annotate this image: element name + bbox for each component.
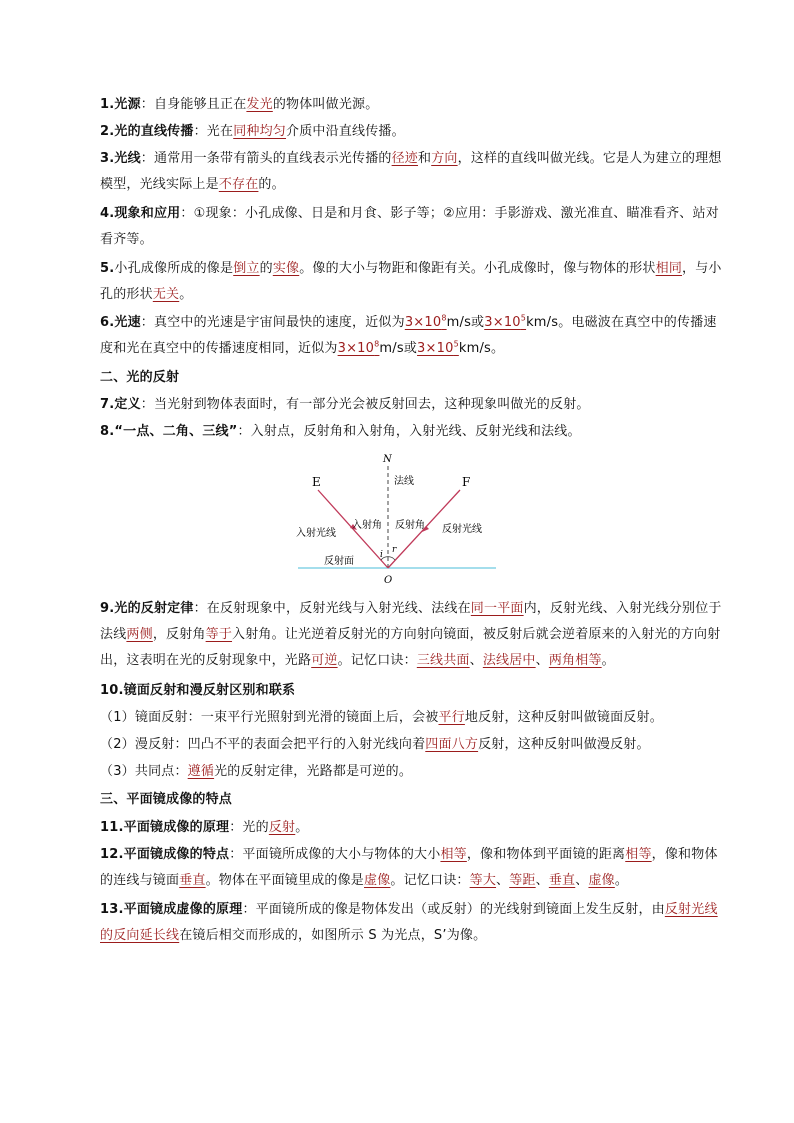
keyword: 平行 bbox=[438, 710, 465, 725]
text: ：光在 bbox=[193, 124, 234, 139]
text: 。 bbox=[179, 287, 193, 302]
text: 、 bbox=[575, 873, 589, 888]
keyword: 倒立 bbox=[233, 261, 260, 276]
exponent: 8 bbox=[374, 339, 380, 349]
text: ：平面镜所成像的大小与物体的大小 bbox=[229, 847, 441, 862]
text: 、 bbox=[535, 873, 549, 888]
number: 3×10 bbox=[484, 315, 521, 330]
text: 、 bbox=[535, 653, 549, 668]
text: 、 bbox=[469, 653, 483, 668]
text: 。 bbox=[614, 873, 629, 888]
para-4 bbox=[100, 201, 726, 253]
text: ：真空中的光速是宇宙间最快的速度，近似为 bbox=[140, 315, 405, 330]
label-O: O bbox=[384, 575, 393, 586]
keyword bbox=[405, 315, 447, 330]
para-label: 3.光线 bbox=[100, 151, 141, 166]
para-3 bbox=[100, 146, 726, 198]
para-10-2 bbox=[100, 732, 726, 758]
text: 。 bbox=[601, 653, 615, 668]
text: 在镜后相交而形成的，如图所示 S 为光点，S’为像。 bbox=[179, 928, 487, 943]
label-normal: 法线 bbox=[394, 476, 414, 487]
text: 。记忆口诀： bbox=[390, 873, 470, 888]
text: ，像和物体的连线与镜面 bbox=[100, 847, 718, 888]
label-surface: 反射面 bbox=[324, 556, 354, 567]
para-1 bbox=[100, 92, 726, 118]
para-label: 9.光的反射定律 bbox=[100, 601, 194, 616]
para-label: 12.平面镜成像的特点 bbox=[100, 847, 230, 862]
para-9 bbox=[100, 596, 726, 674]
text: （3）共同点： bbox=[100, 764, 188, 779]
para-label: 2.光的直线传播 bbox=[100, 124, 194, 139]
reflection-diagram bbox=[290, 452, 502, 588]
keyword: 四面八方 bbox=[425, 737, 479, 752]
para-10-3 bbox=[100, 759, 726, 785]
text: ：通常用一条带有箭头的直线表示光传播的 bbox=[140, 151, 392, 166]
section-heading-plane-mirror: 三、平面镜成像的特点 bbox=[100, 792, 233, 807]
keyword: 三线共面 bbox=[416, 653, 470, 668]
para-8 bbox=[100, 419, 726, 445]
number: 3×10 bbox=[417, 341, 454, 356]
text: 和 bbox=[418, 151, 432, 166]
text: （2）漫反射：凹凸不平的表面会把平行的入射光线向着 bbox=[100, 737, 426, 752]
text: ，与小孔的形状 bbox=[100, 261, 722, 302]
para-5 bbox=[100, 256, 726, 308]
text: ：当光射到物体表面时，有一部分光会被反射回去，这种现象叫做光的反射。 bbox=[140, 397, 590, 412]
text: ：在反射现象中，反射光线与入射光线、法线在 bbox=[193, 601, 471, 616]
keyword: 实像 bbox=[272, 261, 300, 276]
text: 的。 bbox=[258, 177, 285, 192]
keyword: 同种均匀 bbox=[233, 124, 287, 139]
text: 。物体在平面镜里成的像是 bbox=[205, 873, 365, 888]
keyword: 径迹 bbox=[391, 151, 419, 166]
exponent: 5 bbox=[453, 339, 459, 349]
text: 内，反射光线、入射光线分别位于法线 bbox=[100, 601, 722, 642]
para-label: 5. bbox=[100, 261, 115, 276]
label-incident-ray: 入射光线 bbox=[296, 528, 336, 539]
text: （1）镜面反射：一束平行光照射到光滑的镜面上后，会被 bbox=[100, 710, 439, 725]
label-reflect-angle: 反射角 bbox=[395, 520, 425, 531]
keyword: 反射 bbox=[268, 820, 296, 835]
keyword: 等距 bbox=[509, 873, 536, 888]
text: ：①现象：小孔成像、日是和月食、影子等；②应用：手影游戏、激光准直、瞄准看齐、站对看齐等。 bbox=[100, 206, 719, 247]
text: ，像和物体到平面镜的距离 bbox=[466, 847, 626, 862]
text: 、 bbox=[496, 873, 510, 888]
keyword: 等于 bbox=[205, 627, 233, 642]
keyword: 两侧 bbox=[126, 627, 153, 642]
number: 3×10 bbox=[404, 315, 442, 330]
keyword: 不存在 bbox=[218, 177, 259, 192]
para-7 bbox=[100, 392, 726, 418]
text: 。记忆口诀： bbox=[337, 653, 417, 668]
para-label: 11.平面镜成像的原理 bbox=[100, 820, 230, 835]
para-label: 10.镜面反射和漫反射区别和联系 bbox=[100, 683, 296, 698]
keyword bbox=[484, 315, 526, 330]
label-F: F bbox=[462, 475, 471, 489]
keyword bbox=[417, 341, 459, 356]
keyword: 垂直 bbox=[548, 873, 576, 888]
text: ：入射点，反射角和入射角，入射光线、反射光线和法线。 bbox=[237, 424, 581, 439]
text: 小孔成像所成的像是 bbox=[114, 261, 234, 276]
keyword: 等大 bbox=[469, 873, 497, 888]
keyword: 可逆 bbox=[311, 653, 338, 668]
text: 入射角。让光逆着反射光的方向射向镜面，被反射后就会逆着原来的入射光的方向射出，这表明在光的反射现象中，光路 bbox=[100, 627, 721, 668]
text: ：自身能够且正在 bbox=[140, 97, 247, 112]
para-11 bbox=[100, 815, 726, 841]
para-13 bbox=[100, 897, 726, 949]
text: 的物体叫做光源。 bbox=[272, 97, 379, 112]
label-N: N bbox=[383, 454, 392, 465]
keyword: 同一平面 bbox=[470, 601, 524, 616]
label-reflect-ray: 反射光线 bbox=[442, 524, 482, 535]
text: m/s或 bbox=[446, 315, 485, 330]
text: ，反射角 bbox=[152, 627, 206, 642]
text: ：平面镜所成的像是物体发出（或反射）的光线射到镜面上发生反射，由 bbox=[242, 902, 665, 917]
para-label: 8.“一点、二角、三线” bbox=[100, 424, 238, 439]
keyword: 法线居中 bbox=[482, 653, 536, 668]
exponent: 8 bbox=[441, 313, 447, 323]
para-6 bbox=[100, 310, 726, 362]
keyword: 发光 bbox=[246, 97, 273, 112]
para-label: 13.平面镜成虚像的原理 bbox=[100, 902, 243, 917]
text: 反射，这种反射叫做漫反射。 bbox=[478, 737, 650, 752]
text: km/s。电磁波在真空中的传播速度和光在真空中的传播速度相同，近似为 bbox=[100, 315, 717, 356]
label-incident-angle: 入射角 bbox=[352, 520, 382, 531]
keyword: 相等 bbox=[440, 847, 467, 862]
text: 光的反射定律，光路都是可逆的。 bbox=[214, 764, 413, 779]
keyword: 相同 bbox=[655, 261, 683, 276]
para-10 bbox=[100, 678, 726, 704]
label-i: i bbox=[380, 550, 383, 560]
keyword: 相等 bbox=[625, 847, 652, 862]
section-heading-reflection: 二、光的反射 bbox=[100, 370, 180, 385]
label-E: E bbox=[312, 475, 321, 489]
para-12 bbox=[100, 842, 726, 894]
keyword: 垂直 bbox=[179, 873, 206, 888]
keyword: 无关 bbox=[152, 287, 180, 302]
para-10-1 bbox=[100, 705, 726, 731]
exponent: 5 bbox=[520, 313, 527, 323]
text: 。 bbox=[295, 820, 309, 835]
para-label: 4.现象和应用 bbox=[100, 206, 181, 221]
para-2 bbox=[100, 119, 726, 145]
keyword: 遵循 bbox=[187, 764, 215, 779]
keyword: 方向 bbox=[431, 151, 458, 166]
text: ，这样的直线叫做光线。它是人为建立的理想模型，光线实际上是 bbox=[100, 151, 722, 192]
para-label: 6.光速 bbox=[100, 315, 141, 330]
keyword bbox=[338, 341, 380, 356]
text: ：光的 bbox=[229, 820, 269, 835]
para-label: 1.光源 bbox=[100, 97, 141, 112]
number: 3×10 bbox=[337, 341, 375, 356]
text: m/s或 bbox=[379, 341, 418, 356]
text: 介质中沿直线传播。 bbox=[286, 124, 405, 139]
keyword: 虚像 bbox=[588, 873, 615, 888]
text: km/s。 bbox=[458, 341, 505, 356]
keyword: 反射光线的反向延长线 bbox=[100, 902, 718, 943]
keyword: 两角相等 bbox=[548, 653, 602, 668]
text: 。像的大小与物距和像距有关。小孔成像时，像与物体的形状 bbox=[299, 261, 656, 276]
para-label: 7.定义 bbox=[100, 397, 141, 412]
label-r: r bbox=[392, 545, 397, 555]
text: 的 bbox=[259, 261, 273, 276]
keyword: 虚像 bbox=[364, 873, 391, 888]
text: 地反射，这种反射叫做镜面反射。 bbox=[464, 710, 663, 725]
